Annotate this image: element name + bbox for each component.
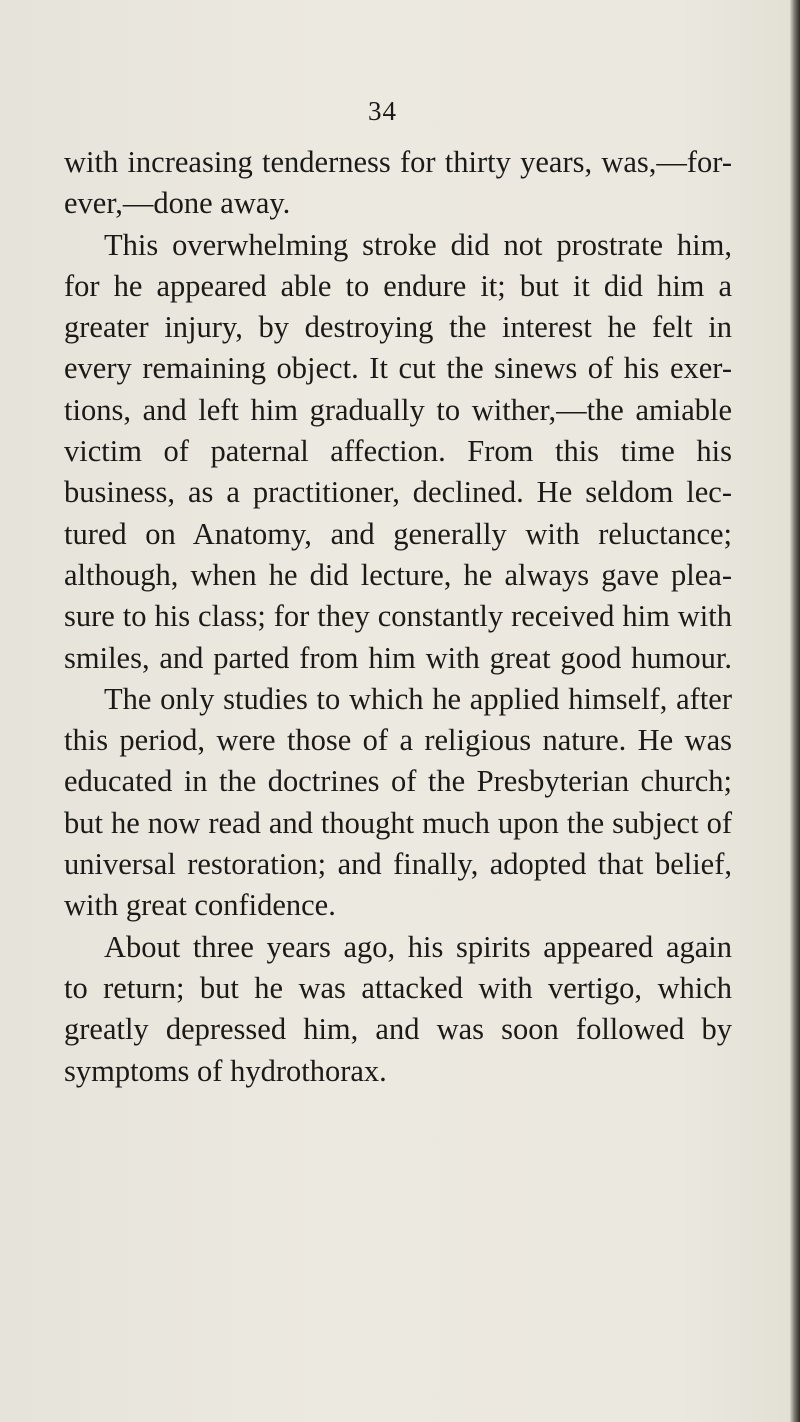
text-line: business, as a practitioner, declined. He seldom lec- xyxy=(64,475,732,510)
text-line: The only studies to which he applied himself, after xyxy=(104,681,732,716)
text-line: About three years ago, his spirits appeared again xyxy=(104,929,732,964)
text-line: although, when he did lecture, he always gave plea- xyxy=(64,557,732,592)
text-line: with great confidence. xyxy=(64,888,336,923)
text-line: educated in the doctrines of the Presbyterian church; xyxy=(64,764,732,799)
text-line: every remaining object. It cut the sinews of his exer- xyxy=(64,351,732,386)
page-number: 34 xyxy=(368,96,397,126)
text-line: but he now read and thought much upon the subject of xyxy=(64,805,732,840)
text-line: tured on Anatomy, and generally with reluctance; xyxy=(64,516,732,551)
body-text xyxy=(64,142,732,1092)
text-line: greatly depressed him, and was soon followed by xyxy=(64,1012,732,1047)
text-line: symptoms of hydrothorax. xyxy=(64,1053,387,1088)
text-line: with increasing tenderness for thirty years, was,—for- xyxy=(64,145,732,179)
text-line: greater injury, by destroying the interest he felt in xyxy=(64,310,732,345)
text-line: ever,—done away. xyxy=(64,186,291,221)
page-edge-shadow xyxy=(790,0,800,1422)
text-line: smiles, and parted from him with great good humour. xyxy=(64,640,732,675)
text-line: sure to his class; for they constantly received him with xyxy=(64,599,732,634)
text-line: victim of paternal affection. From this time his xyxy=(64,434,732,469)
text-line: universal restoration; and finally, adopted that belief, xyxy=(64,847,732,882)
text-line: tions, and left him gradually to wither,—the amiable xyxy=(64,392,732,427)
text-line: to return; but he was attacked with vertigo, which xyxy=(64,970,732,1005)
text-line: This overwhelming stroke did not prostrate him, xyxy=(104,227,732,262)
text-line: for he appeared able to endure it; but it did him a xyxy=(64,268,732,303)
text-line: this period, were those of a religious nature. He was xyxy=(64,723,732,758)
